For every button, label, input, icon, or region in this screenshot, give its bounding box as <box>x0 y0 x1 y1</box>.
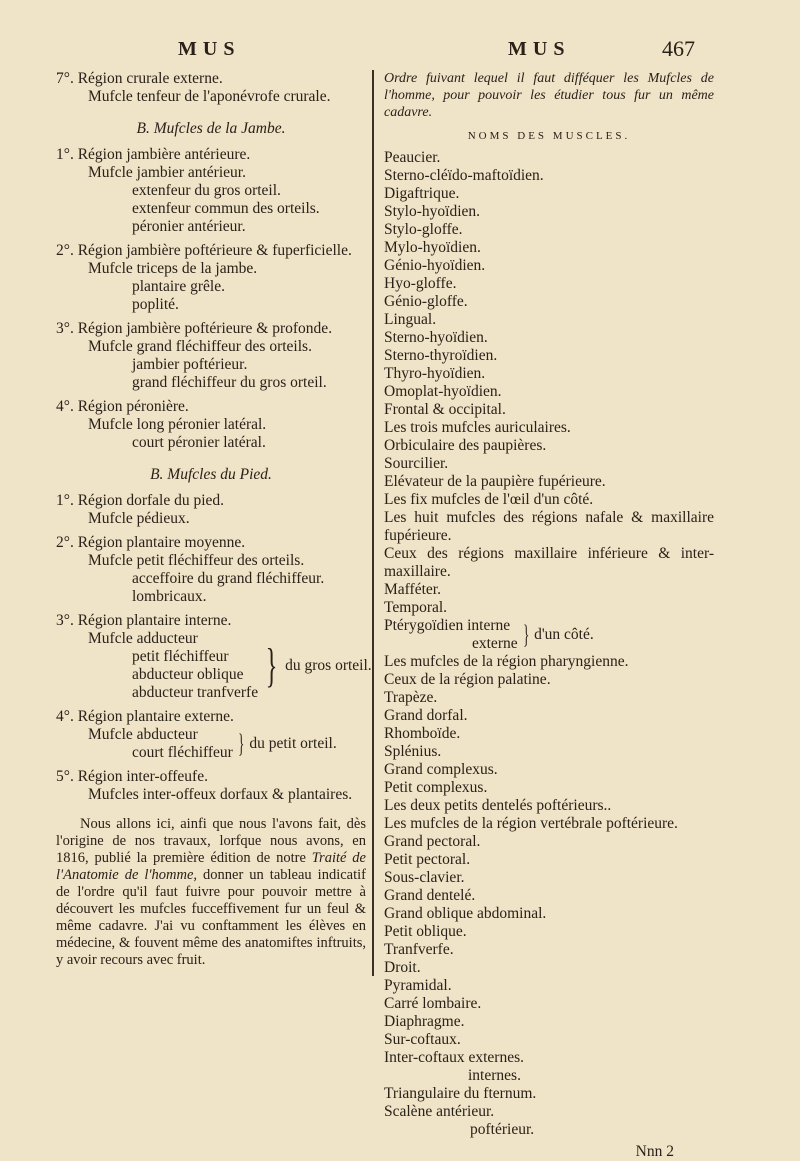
list-item: Les fix mufcles de l'œil d'un côté. <box>384 491 594 508</box>
muscle-list <box>384 653 714 1067</box>
muscle-list <box>384 149 714 509</box>
list-item: Stylo-gloffe. <box>384 221 463 238</box>
muscle-line: Mufcle petit fléchiffeur des orteils. <box>88 552 305 569</box>
list-item: Génio-gloffe. <box>384 293 468 310</box>
muscle-line: extenfeur du gros orteil. <box>132 182 281 199</box>
muscle-line: petit fléchiffeur <box>132 648 229 665</box>
muscle-line: acceffoire du grand fléchiffeur. <box>132 570 325 587</box>
list-item: poftérieur. <box>470 1121 535 1138</box>
list-item: Grand dorfal. <box>384 707 468 724</box>
list-item: Splénius. <box>384 743 442 760</box>
muscle-line: Mufcle pédieux. <box>88 510 190 527</box>
list-item: Petit pectoral. <box>384 851 471 868</box>
list-item: Carré lombaire. <box>384 995 482 1012</box>
muscle-line: Mufcles inter-offeux dorfaux & plantaires. <box>88 786 353 803</box>
table-subheading: NOMS DES MUSCLES. <box>467 130 631 142</box>
brace-icon: } <box>265 639 278 692</box>
muscle-line: Mufcle grand fléchiffeur des orteils. <box>88 338 312 355</box>
muscle-line: jambier poftérieur. <box>132 356 248 373</box>
heading-region: 4°. Région péronière. <box>56 398 189 415</box>
muscle-list <box>384 1085 714 1121</box>
muscle-line: Mufcle adducteur <box>88 630 198 647</box>
muscle-line: lombricaux. <box>132 588 207 605</box>
running-header-right: MUS <box>508 38 571 60</box>
muscle-line: abducteur tranfverfe <box>132 684 259 701</box>
list-item: Grand oblique abdominal. <box>384 905 547 922</box>
brace-label: d'un côté. <box>534 626 594 643</box>
list-item: Les trois mufcles auriculaires. <box>384 419 571 436</box>
list-item: Sourcilier. <box>384 455 449 472</box>
list-item: Les mufcles de la région vertébrale poftérieure. <box>384 815 678 832</box>
muscle-line: grand fléchiffeur du gros orteil. <box>132 374 327 391</box>
list-item: Scalène antérieur. <box>384 1103 495 1120</box>
heading-region: 2°. Région plantaire moyenne. <box>56 534 246 551</box>
list-item: Lingual. <box>384 311 437 328</box>
brace-group-pterygoidien <box>384 617 714 653</box>
brace-icon: } <box>237 729 245 758</box>
list-item: Thyro-hyoïdien. <box>384 365 486 382</box>
list-item: Sterno-cléïdo-maftoïdien. <box>384 167 544 184</box>
list-item: Frontal & occipital. <box>384 401 506 418</box>
brace-label: du gros orteil. <box>285 657 372 674</box>
muscle-list <box>384 581 714 617</box>
list-item: Diaphragme. <box>384 1013 465 1030</box>
list-item: Temporal. <box>384 599 448 616</box>
list-item: Tranfverfe. <box>384 941 454 958</box>
heading-region: 3°. Région plantaire interne. <box>56 612 232 629</box>
list-item: Génio-hyoïdien. <box>384 257 486 274</box>
page-number: 467 <box>662 36 695 61</box>
muscle-line: extenfeur commun des orteils. <box>132 200 320 217</box>
book-title: Traité de l'Anatomie de l'homme <box>56 850 366 883</box>
printer-signature: Nnn 2 <box>635 1143 674 1160</box>
list-item: Stylo-hyoïdien. <box>384 203 481 220</box>
list-item: externe <box>472 635 518 652</box>
muscle-line: Mufcle triceps de la jambe. <box>88 260 258 277</box>
brace-group-gros-orteil <box>56 630 372 702</box>
section-title-jambe: B. Mufcles de la Jambe. <box>136 120 286 137</box>
left-column <box>56 70 372 969</box>
muscle-line: péronier antérieur. <box>132 218 246 235</box>
heading-region: 1°. Région dorfale du pied. <box>56 492 225 509</box>
list-item: Omoplat-hyoïdien. <box>384 383 502 400</box>
list-item: Ptérygoïdien interne <box>384 617 511 634</box>
list-item: Sterno-hyoïdien. <box>384 329 488 346</box>
column-rule <box>372 70 374 976</box>
list-item: Rhomboïde. <box>384 725 461 742</box>
list-item: Mafféter. <box>384 581 441 598</box>
muscle-line: abducteur oblique <box>132 666 244 683</box>
muscle-line: plantaire grêle. <box>132 278 225 295</box>
brace-group-petit-orteil <box>56 726 366 762</box>
heading-region: 2°. Région jambière poftérieure & fuperficielle. <box>56 242 352 259</box>
right-column <box>384 70 714 1161</box>
running-header-left: MUS <box>178 38 241 60</box>
list-item: Petit oblique. <box>384 923 467 940</box>
list-item: Les huit mufcles des régions nafale & maxillaire fupérieure. <box>384 509 714 544</box>
list-item: Inter-coftaux externes. <box>384 1049 524 1066</box>
heading-region: 4°. Région plantaire externe. <box>56 708 234 725</box>
list-item: Hyo-gloffe. <box>384 275 457 292</box>
heading-region: 5°. Région inter-offeufe. <box>56 768 208 785</box>
list-item: Grand complexus. <box>384 761 498 778</box>
list-item: Mylo-hyoïdien. <box>384 239 481 256</box>
brace-label: du petit orteil. <box>249 735 337 752</box>
intro-paragraph: Nous allons ici, ainfi que nous l'avons fait, dès l'origine de nos travaux, lorfque nous avons, en 1816, publié la première édition de notre Traité de l'Anatomie de l'homme, donner un tableau indicatif de l'ordre qu'il faut fuivre pour pouvoir mettre à découvert les mufcles fucceffivement fur un feul & même cadavre. J'ai vu conftamment les élèves en médecine, & fouvent même des anatomiftes inftruits, y avoir recours avec fruit. <box>56 816 366 968</box>
list-item: Orbiculaire des paupières. <box>384 437 547 454</box>
list-item: Elévateur de la paupière fupérieure. <box>384 473 606 490</box>
muscle-line: Mufcle jambier antérieur. <box>88 164 246 181</box>
heading-region-crurale: 7°. Région crurale externe. <box>56 70 223 87</box>
muscle-line: Mufcle tenfeur de l'aponévrofe crurale. <box>88 88 331 105</box>
section-title-pied: B. Mufcles du Pied. <box>150 466 272 483</box>
muscle-line: poplité. <box>132 296 179 313</box>
list-item: Digaftrique. <box>384 185 460 202</box>
list-item: internes. <box>468 1067 521 1084</box>
list-item: Grand pectoral. <box>384 833 481 850</box>
list-item: Les deux petits dentelés poftérieurs.. <box>384 797 612 814</box>
list-item: Les mufcles de la région pharyngienne. <box>384 653 629 670</box>
list-item: Grand dentelé. <box>384 887 476 904</box>
muscle-line: Mufcle abducteur <box>88 726 198 743</box>
heading-region: 1°. Région jambière antérieure. <box>56 146 251 163</box>
list-item: Trapèze. <box>384 689 438 706</box>
brace-icon: } <box>522 620 529 649</box>
muscle-line: court fléchiffeur <box>132 744 233 761</box>
list-item: Ceux des régions maxillaire inférieure & inter-maxillaire. <box>384 545 714 580</box>
list-item: Pyramidal. <box>384 977 452 994</box>
muscle-line: Mufcle long péronier latéral. <box>88 416 267 433</box>
list-item: Ceux de la région palatine. <box>384 671 551 688</box>
list-item: Sur-coftaux. <box>384 1031 461 1048</box>
muscle-line: court péronier latéral. <box>132 434 266 451</box>
table-title: Ordre fuivant lequel il faut difféquer les Mufcles de l'homme, pour pouvoir les étudier tous fur un même cadavre. <box>384 71 714 120</box>
list-item: Triangulaire du fternum. <box>384 1085 537 1102</box>
heading-region: 3°. Région jambière poftérieure & profonde. <box>56 320 333 337</box>
list-item: Droit. <box>384 959 421 976</box>
list-item: Sterno-thyroïdien. <box>384 347 498 364</box>
list-item: Peaucier. <box>384 149 441 166</box>
list-item: Sous-clavier. <box>384 869 465 886</box>
list-item: Petit complexus. <box>384 779 488 796</box>
